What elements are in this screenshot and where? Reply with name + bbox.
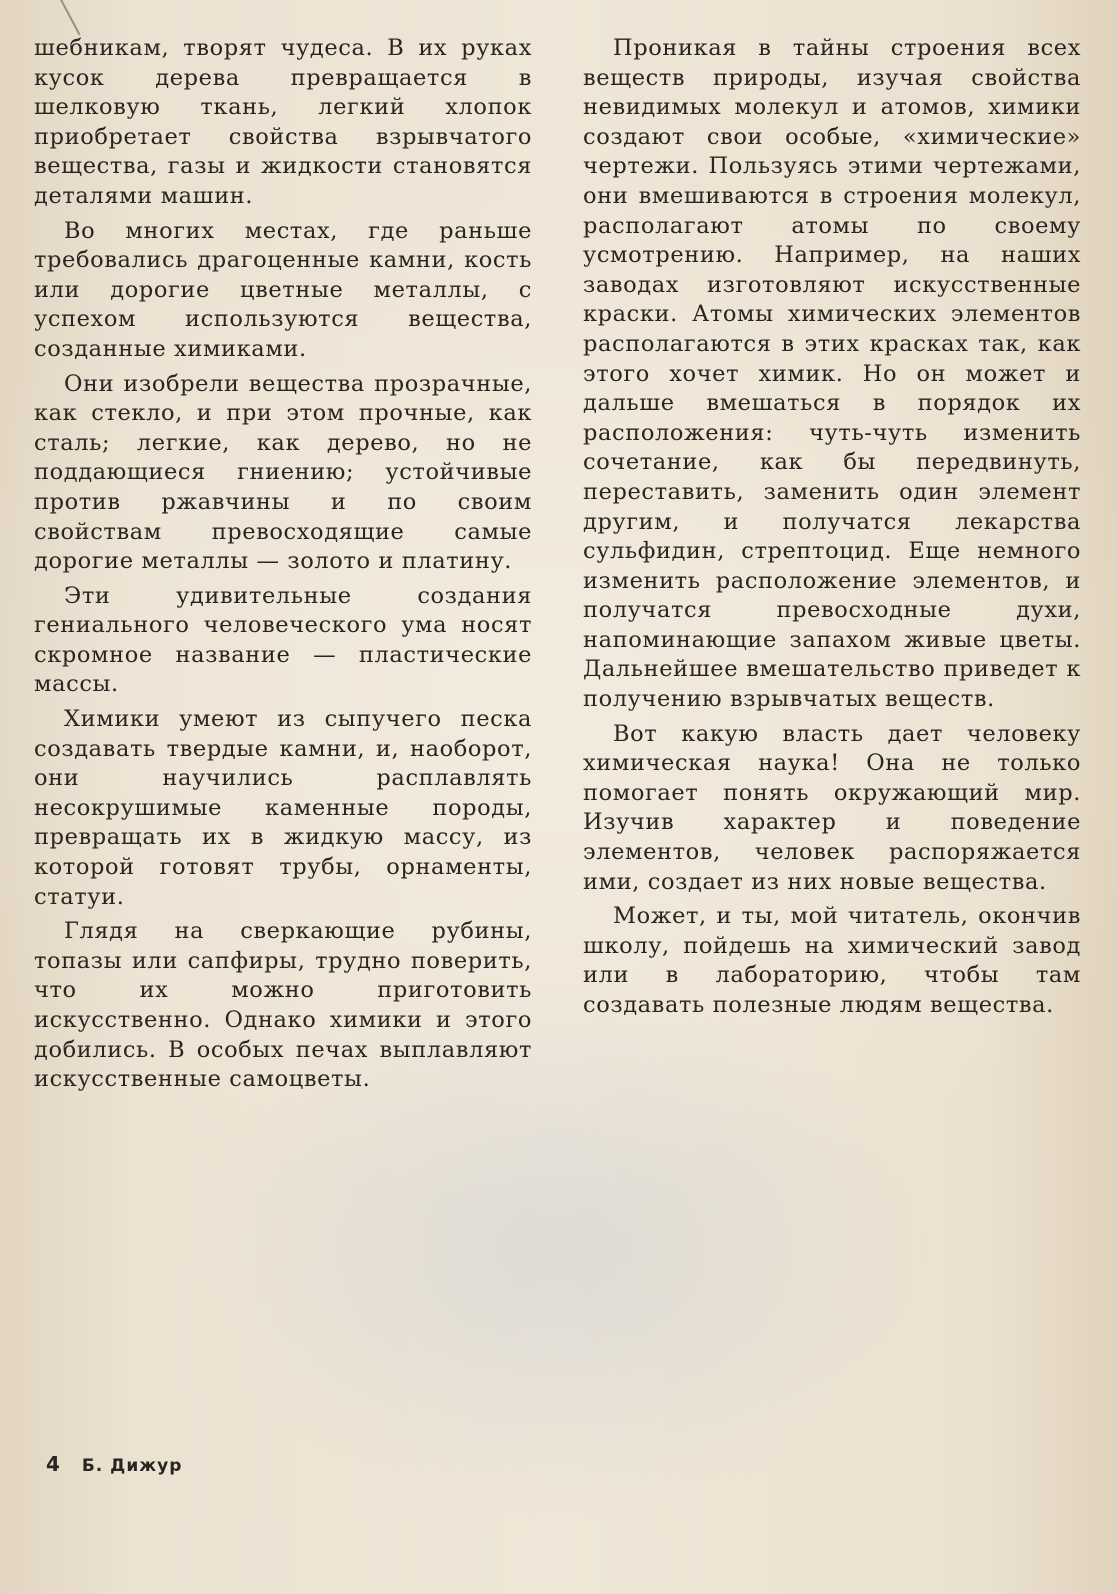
left-text-column bbox=[34, 34, 532, 1100]
right-text-column bbox=[583, 34, 1081, 1026]
paragraph: Химики умеют из сыпучего песка создавать твердые камни, и, наоборот, они научились расплавлять несокрушимые каменные породы, превращать их в жидкую массу, из которой готовят трубы, орнаменты, статуи. bbox=[34, 706, 532, 910]
page-footer bbox=[46, 1452, 182, 1476]
paragraph: Эти удивительные создания гениального человеческого ума носят скромное название — пластические массы. bbox=[34, 582, 532, 698]
paragraph: Проникая в тайны строения всех веществ природы, изучая свойства невидимых молекул и атомов, химики создают свои особые, «химические» чертежи. Пользуясь этими чертежами, они вмешиваются в строения молекул, располагают атомы по своему усмотрению. Например, на наших заводах изготовляют искусственные краски. Атомы химических элементов располагаются в этих красках так, как этого хочет химик. Но он может и дальше вмешаться в порядок их расположения: чуть-чуть изменить сочетание, как бы передвинуть, переставить, заменить один элемент другим, и получатся лекарства сульфидин, стрептоцид. Еще немного изменить расположение элементов, и получатся превосходные духи, напоминающие запахом живые цветы. Дальнейшее вмешательство приведет к получению взрывчатых веществ. bbox=[583, 35, 1081, 713]
paragraph: Во многих местах, где раньше требовались драгоценные камни, кость или дорогие цветные металлы, с успехом используются вещества, созданные химиками. bbox=[34, 217, 532, 362]
paragraph: Может, и ты, мой читатель, окончив школу, пойдешь на химический завод или в лабораторию, чтобы там создавать полезные людям вещества. bbox=[583, 903, 1081, 1018]
author-name: Б. Дижур bbox=[81, 1456, 183, 1476]
paper-fold-mark bbox=[60, 0, 81, 35]
paragraph: шебникам, творят чудеса. В их руках кусок дерева превращается в шелковую ткань, легкий хлопок приобретает свойства взрывчатого вещества, газы и жидкости становятся деталями машин. bbox=[34, 35, 532, 209]
paragraph: Вот какую власть дает человеку химическая наука! Она не только помогает понять окружающий мир. Изучив характер и поведение элементов, человек распоряжается ими, создает из них новые вещества. bbox=[583, 720, 1081, 895]
page-number: 4 bbox=[46, 1452, 61, 1476]
paragraph: Они изобрели вещества прозрачные, как стекло, и при этом прочные, как сталь; легкие, как дерево, но не поддающиеся гниению; устойчивые против ржавчины и по своим свойствам превосходящие самые дорогие металлы — золото и платину. bbox=[34, 370, 532, 575]
paragraph: Глядя на сверкающие рубины, топазы или сапфиры, трудно поверить, что их можно приготовить искусственно. Однако химики и этого добились. В особых печах выплавляют искусственные самоцветы. bbox=[34, 918, 532, 1093]
